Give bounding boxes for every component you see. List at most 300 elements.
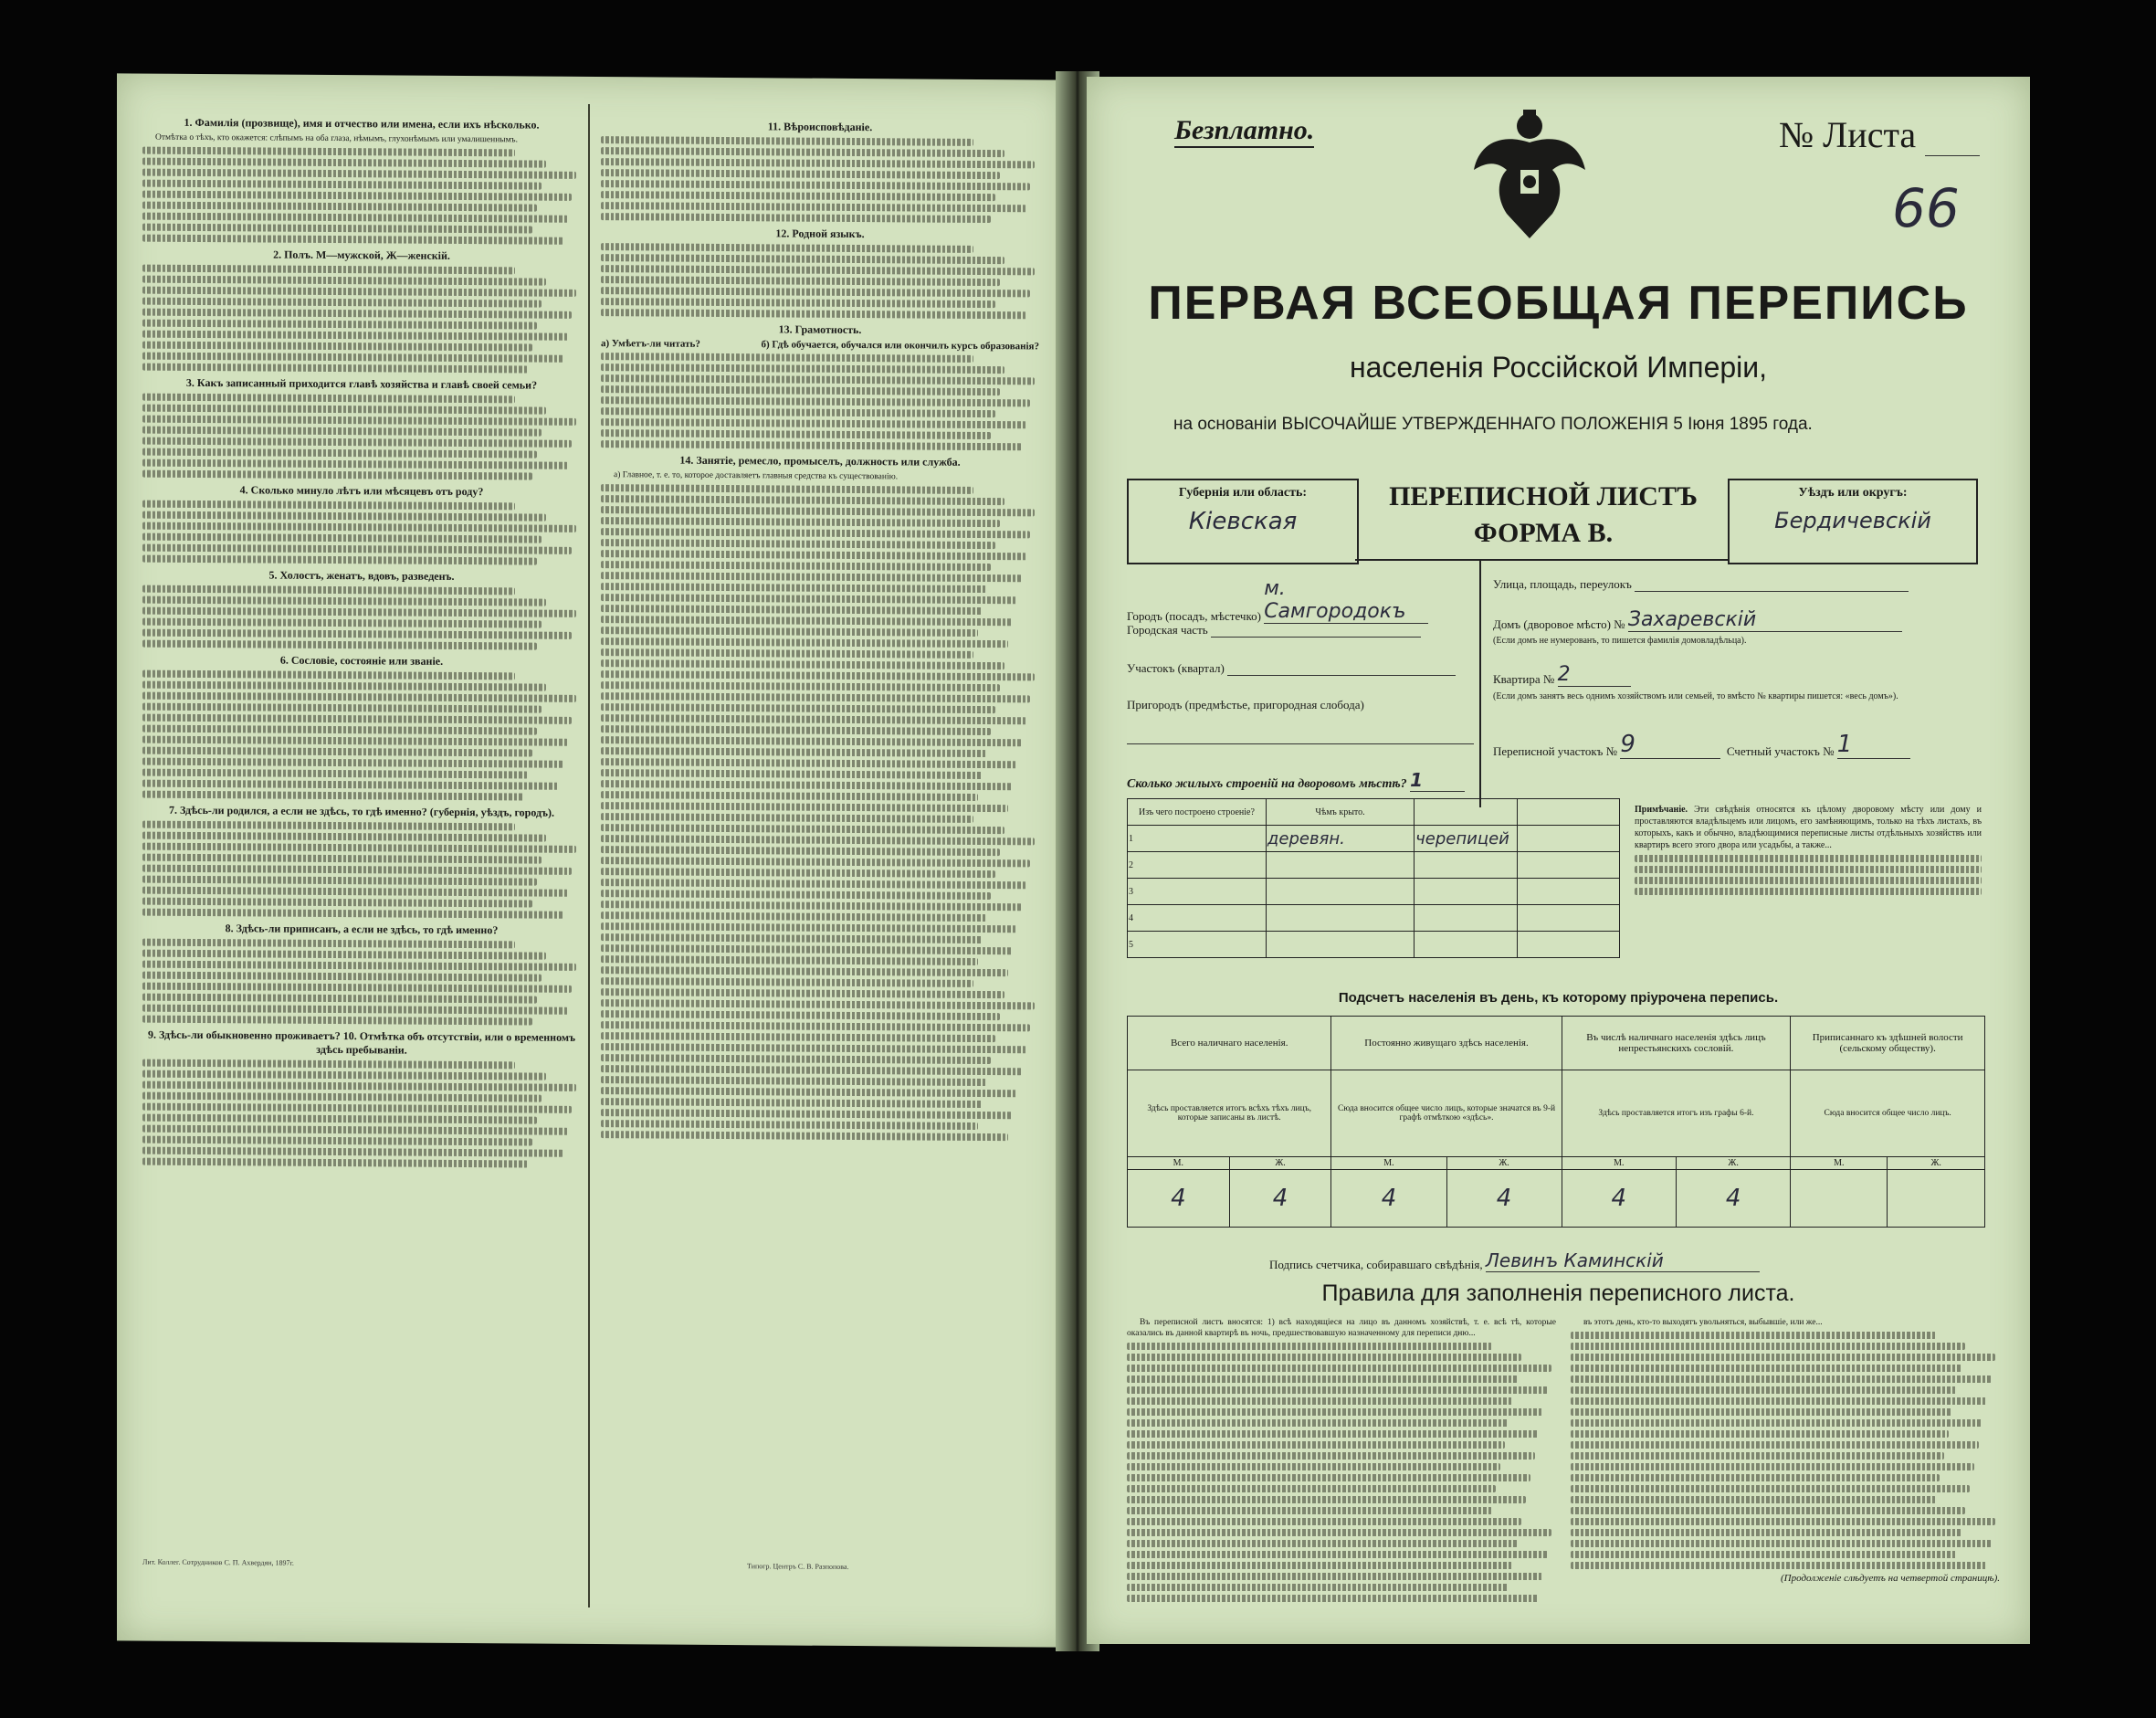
printed-text-line	[1571, 1518, 1995, 1525]
printed-text-line	[1571, 1463, 1974, 1470]
printed-text-line	[1571, 1386, 1957, 1394]
printed-text-line	[601, 791, 978, 801]
printed-text-line	[1127, 1474, 1530, 1481]
printed-text-line	[1571, 1441, 1979, 1449]
printed-text-line	[142, 331, 568, 341]
printed-text-line	[601, 1098, 983, 1108]
printed-text-line	[601, 396, 1030, 406]
printed-text-line	[142, 972, 542, 982]
printed-text-line	[142, 235, 563, 245]
printed-text-line	[142, 585, 515, 596]
male-count: 4	[1331, 1170, 1446, 1228]
rules-column-2: въ этотъ день, кто-то выходятъ увольняться, выбывшіе, или же... (Продолженіе слѣдуетъ на четвертой страницѣ).	[1571, 1317, 2000, 1607]
uezd-value: Бердичевскій	[1774, 508, 1931, 533]
printed-text-line	[601, 1010, 1000, 1020]
printed-text-line	[601, 725, 991, 735]
printed-text-line	[601, 627, 978, 637]
form-title-line1: ПЕРЕПИСНОЙ ЛИСТЪ	[1389, 481, 1698, 511]
precinct-field: Участокъ (квартал)	[1127, 661, 1456, 676]
male-count	[1791, 1170, 1888, 1228]
printed-text-line	[1571, 1365, 1961, 1372]
buildings-cell	[1266, 905, 1414, 932]
section-heading: 7. Здѣсь-ли родился, а если не здѣсь, то гдѣ именно? (губернія, уѣздъ, городъ).	[168, 803, 555, 819]
printed-text-line	[1571, 1496, 1936, 1503]
house-note: (Если домъ не нумерованъ, то пишется фамилія домовладѣльца).	[1493, 636, 1747, 646]
buildings-cell-empty	[1518, 932, 1620, 958]
buildings-cell-empty	[1518, 879, 1620, 905]
printed-text-line	[142, 448, 537, 458]
printed-text-line	[142, 1158, 528, 1168]
printed-text-line	[142, 158, 546, 168]
section-heading: 12. Родной языкъ.	[775, 227, 865, 241]
printed-text-line	[142, 1070, 546, 1080]
literacy-sub-a: а) Умѣетъ-ли читать?	[601, 338, 700, 350]
printed-text-line	[142, 427, 542, 437]
printed-text-line	[1127, 1441, 1505, 1449]
printed-text-line	[601, 616, 1013, 626]
printed-text-line	[1571, 1551, 1957, 1558]
printed-text-line	[142, 887, 568, 897]
printed-text-line	[1127, 1507, 1492, 1514]
buildings-cell: 2	[1128, 852, 1267, 879]
section-heading: 2. Полъ. М—мужской, Ж—женскій.	[273, 248, 450, 262]
printed-text-line	[601, 265, 1035, 275]
buildings-cell	[1266, 879, 1414, 905]
printed-text-line	[601, 298, 995, 308]
printed-text-line	[601, 879, 1026, 889]
printed-text-line	[142, 1147, 563, 1157]
section-heading: 13. Грамотность.	[778, 322, 862, 337]
male-label: М.	[1562, 1157, 1676, 1170]
printed-text-line	[601, 659, 1004, 669]
printed-text-line	[142, 202, 537, 212]
female-count	[1888, 1170, 1985, 1228]
census-precinct-value: 9	[1620, 731, 1720, 759]
printed-text-line	[601, 517, 1000, 527]
count-column-desc: Здѣсь проставляется итогъ всѣхъ тѣхъ лицъ, которые записаны въ листѣ.	[1128, 1070, 1331, 1157]
printed-text-line	[142, 725, 537, 735]
printed-text-line	[601, 922, 1017, 933]
printed-text-line	[601, 309, 1026, 319]
printed-text-line	[601, 1043, 1026, 1053]
printed-text-line	[142, 607, 576, 617]
printed-text-line	[1127, 1430, 1539, 1438]
buildings-note: Примѣчаніе. Эти свѣдѣнія относятся къ цѣлому дворовому мѣсту или дому и проставляются владѣльцемъ или лицомъ, его замѣняющимъ, только на тѣхъ листахъ, въ которыхъ, какъ и обычно, владѣющимися переписные листы отдѣльныхъ хозяйствъ или квартиръ всего этого двора или усадьбы, а также...	[1635, 804, 1982, 899]
printed-text-line	[1127, 1365, 1551, 1372]
buildings-row	[1128, 932, 1620, 958]
printed-text-line	[601, 374, 1035, 385]
printed-text-line	[142, 147, 515, 157]
census-title: ПЕРВАЯ ВСЕОБЩАЯ ПЕРЕПИСЬ	[1148, 277, 1969, 330]
male-count: 4	[1128, 1170, 1230, 1228]
printed-text-line	[142, 950, 546, 960]
printed-text-line	[142, 511, 546, 522]
printed-text-line	[1571, 1485, 1970, 1492]
column-divider	[588, 104, 590, 1607]
printed-text-line	[142, 876, 537, 886]
printed-text-line	[1127, 1463, 1500, 1470]
printed-text-line	[1127, 1540, 1518, 1547]
printed-text-line	[1127, 1343, 1492, 1350]
uezd-label: Уѣздъ или округъ:	[1798, 486, 1908, 500]
gubernia-box	[1127, 479, 1359, 564]
printed-text-line	[601, 169, 1000, 179]
printed-text-line	[142, 191, 572, 201]
printed-text-line	[601, 191, 995, 201]
printed-text-line	[601, 605, 983, 615]
printed-text-line	[142, 640, 537, 650]
printed-text-line	[601, 364, 1004, 374]
apartment-note: (Если домъ занятъ весь однимъ хозяйствомъ или семьей, то вмѣсто № квартиры пишется: «весь домъ»).	[1493, 691, 1898, 701]
printed-text-line	[142, 555, 537, 565]
printed-text-line	[601, 835, 1035, 845]
printed-text-line	[142, 791, 524, 801]
buildings-cell	[1415, 879, 1518, 905]
printed-text-line	[142, 501, 515, 511]
rules-title: Правила для заполненія переписного листа.	[1321, 1281, 1795, 1306]
printed-text-line	[601, 933, 983, 943]
buildings-cell	[1415, 932, 1518, 958]
buildings-row	[1128, 826, 1620, 852]
printed-text-line	[142, 353, 563, 363]
address-divider	[1479, 561, 1481, 807]
printed-text-line	[142, 618, 542, 628]
count-column-head: Всего наличнаго населенія.	[1128, 1017, 1331, 1070]
printed-text-line	[142, 265, 515, 275]
printed-text-line	[1571, 1419, 1982, 1427]
printed-text-line	[142, 898, 532, 908]
printed-text-line	[601, 1076, 986, 1086]
printed-text-line	[601, 202, 1026, 212]
printed-text-line	[142, 629, 572, 639]
printed-text-line	[601, 147, 1004, 157]
printed-text-line	[142, 394, 515, 404]
buildings-cell: 5	[1128, 932, 1267, 958]
printed-text-line	[142, 854, 542, 864]
printed-text-line	[601, 638, 1008, 648]
male-count: 4	[1562, 1170, 1676, 1228]
printed-text-line	[601, 1054, 991, 1064]
printed-text-line	[1571, 1343, 1965, 1350]
printed-text-line	[601, 758, 1017, 768]
printed-text-line	[1127, 1354, 1521, 1361]
section-heading: 11. Вѣроисповѣданіе.	[767, 120, 873, 134]
printed-text-line	[142, 1059, 515, 1070]
printed-text-line	[601, 1065, 1022, 1075]
printed-text-line	[142, 522, 576, 532]
section-heading: 4. Сколько минуло лѣтъ или мѣсяцевъ отъ роду?	[239, 483, 484, 499]
section-heading: 5. Холостъ, женатъ, вдовъ, разведенъ.	[268, 568, 455, 583]
apartment-value: 2	[1558, 663, 1631, 687]
printed-text-line	[142, 780, 559, 790]
printed-text-line	[1571, 1408, 1952, 1416]
section-heading: 9. Здѣсь-ли обыкновенно проживаетъ? 10. Отмѣтка объ отсутствіи, или о временномъ здѣсь пребываніи.	[147, 1028, 576, 1057]
section-text: а) Главное, т. е. то, которое доставляетъ главныя средства къ существованію.	[614, 470, 899, 482]
literacy-sub-b: б) Гдѣ обучается, обучался или окончилъ курсъ образованія?	[761, 339, 1039, 353]
buildings-cell-empty	[1518, 852, 1620, 879]
printed-text-line	[142, 298, 542, 308]
left-page-instructions	[117, 73, 1067, 1647]
printed-text-line	[142, 758, 563, 768]
female-label: Ж.	[1888, 1157, 1985, 1170]
printed-text-line	[1127, 1408, 1543, 1416]
free-label: Безплатно.	[1174, 115, 1314, 148]
census-subtitle: населенія Россійской Имперіи,	[1349, 351, 1768, 384]
rules-continued-note: (Продолженіе слѣдуетъ на четвертой страницѣ).	[1781, 1573, 2000, 1584]
printed-text-line	[601, 780, 1013, 790]
printed-text-line	[601, 254, 1004, 264]
printer-footer-right: Типогр. Центръ С. В. Разпопова.	[747, 1562, 849, 1571]
buildings-cell: 4	[1128, 905, 1267, 932]
printed-text-line	[601, 857, 1030, 867]
printed-text-line	[1127, 1419, 1509, 1427]
gubernia-value: Кіевская	[1188, 508, 1298, 535]
printed-text-line	[601, 136, 973, 146]
printed-text-line	[601, 594, 1017, 604]
printed-text-line	[142, 309, 572, 319]
printed-text-line	[142, 276, 546, 286]
instructions-column-1	[142, 111, 581, 1589]
census-precinct-field: Переписной участокъ № 9 Счетный участокъ № 1	[1493, 731, 1910, 759]
printed-text-line	[601, 484, 973, 494]
right-page-census-form	[1087, 77, 2030, 1644]
form-title-line2: ФОРМА В.	[1473, 518, 1614, 548]
printed-text-line	[601, 912, 986, 922]
printed-text-line	[142, 533, 542, 543]
printed-text-line	[601, 180, 1030, 190]
printed-text-line	[142, 670, 515, 680]
printed-text-line	[1127, 1485, 1496, 1492]
district-field: Городская часть	[1127, 623, 1421, 638]
printed-text-line	[601, 407, 995, 417]
uezd-box	[1728, 479, 1978, 564]
suburb-field: Пригородъ (предмѣстье, пригородная слобода)	[1127, 698, 1364, 711]
printed-text-line	[1127, 1386, 1548, 1394]
printed-text-line	[601, 955, 978, 965]
buildings-question: Сколько жилыхъ строеній на дворовомъ мѣстѣ? 1	[1127, 769, 1465, 792]
count-column-desc: Сюда вносится общее число лицъ, которые значатся въ 9-й графѣ отмѣткою «здѣсь».	[1331, 1070, 1562, 1157]
printed-text-line	[1127, 1551, 1548, 1558]
sheet-number-label: № Листа	[1779, 113, 1980, 156]
count-column-head: Постоянно живущаго здѣсь населенія.	[1331, 1017, 1562, 1070]
printed-text-line	[601, 846, 1000, 856]
printed-text-line	[601, 243, 973, 253]
buildings-cell-empty	[1518, 905, 1620, 932]
buildings-cell	[1415, 852, 1518, 879]
printed-text-line	[142, 909, 563, 919]
printed-text-line	[1571, 1540, 1992, 1547]
printed-text-line	[601, 583, 986, 593]
printed-text-line	[601, 670, 1035, 680]
printed-text-line	[142, 320, 537, 330]
gubernia-label: Губернія или область:	[1178, 486, 1308, 500]
city-value: м. Самгородокъ	[1264, 577, 1428, 624]
printed-text-line	[142, 180, 542, 190]
printed-text-line	[142, 1114, 537, 1124]
printed-text-line	[601, 703, 995, 713]
buildings-header-material: Изъ чего построено строеніе?	[1128, 799, 1267, 826]
printed-text-line	[1571, 1452, 1944, 1460]
open-census-booklet	[117, 77, 2030, 1644]
printed-text-line	[142, 714, 572, 724]
printed-text-line	[142, 1081, 576, 1091]
printed-text-line	[142, 224, 532, 234]
printed-text-line	[601, 1021, 1030, 1031]
printed-text-line	[142, 865, 572, 875]
printed-text-line	[142, 769, 528, 779]
female-count: 4	[1446, 1170, 1562, 1228]
printed-text-line	[1571, 1430, 1949, 1438]
count-column-head: Въ числѣ наличнаго населенія здѣсь лицъ непрестьянскихъ сословій.	[1562, 1017, 1791, 1070]
instructions-column-2	[601, 113, 1039, 1592]
printed-text-line	[142, 470, 532, 480]
printed-text-line	[142, 692, 576, 702]
printed-text-line	[601, 692, 1030, 702]
signature-value: Левинъ Каминскій	[1486, 1249, 1760, 1272]
buildings-cell	[1415, 905, 1518, 932]
legal-basis-line: на основаніи ВЫСОЧАЙШЕ УТВЕРЖДЕННАГО ПОЛОЖЕНІЯ 5 Іюня 1895 года.	[1173, 415, 1813, 434]
male-label: М.	[1791, 1157, 1888, 1170]
printed-text-line	[142, 1103, 572, 1113]
male-label: М.	[1128, 1157, 1230, 1170]
house-field: Домъ (дворовое мѣсто) № Захаревскій	[1493, 608, 1902, 632]
section-text: Отмѣтка о тѣхъ, кто окажется: слѣпымъ на оба глаза, нѣмымъ, глухонѣмымъ или умалишеннымъ.	[155, 132, 518, 145]
printed-text-line	[601, 572, 1022, 582]
buildings-cell-empty	[1518, 826, 1620, 852]
printed-text-line	[601, 506, 1035, 516]
printed-text-line	[1571, 1529, 1961, 1536]
header-rule	[1355, 559, 1728, 561]
printed-text-line	[142, 681, 546, 691]
printed-text-line	[1127, 1496, 1526, 1503]
printed-text-line	[142, 1005, 568, 1015]
buildings-cell: 3	[1128, 879, 1267, 905]
buildings-cell: черепицей	[1415, 826, 1518, 852]
printed-text-line	[601, 418, 1026, 428]
buildings-cell: деревян.	[1266, 826, 1414, 852]
buildings-table	[1127, 798, 1620, 958]
buildings-row	[1128, 852, 1620, 879]
rules-column-1: Въ переписной листъ вносятся: 1) всѣ находящіеся на лицо въ данномъ хозяйствѣ, т. е. всѣ тѣ, которые оказались въ данной квартирѣ въ ночь, предшествовавшую назначенному для переписи дню...	[1127, 1317, 1556, 1607]
printed-text-line	[601, 1131, 1008, 1141]
printed-text-line	[601, 966, 1008, 976]
printed-text-line	[601, 528, 1030, 538]
printed-text-line	[1127, 1595, 1539, 1602]
printed-text-line	[1127, 1452, 1535, 1460]
printed-text-line	[601, 550, 1026, 560]
suburb-line	[1127, 743, 1474, 744]
printed-text-line	[601, 769, 983, 779]
printed-text-line	[142, 961, 576, 971]
section-heading: 8. Здѣсь-ли приписанъ, а если не здѣсь, то гдѣ именно?	[225, 922, 499, 937]
printed-text-line	[142, 342, 532, 352]
printed-text-line	[142, 843, 576, 853]
buildings-cell	[1266, 932, 1414, 958]
printed-text-line	[142, 736, 568, 746]
printed-text-line	[1571, 1354, 1995, 1361]
apartment-field: Квартира № 2	[1493, 663, 1631, 687]
printed-text-line	[601, 714, 1026, 724]
printed-text-line	[601, 802, 1008, 812]
printed-text-line	[1571, 1562, 1987, 1569]
printed-text-line	[142, 821, 515, 831]
printed-text-line	[601, 1032, 995, 1042]
printed-text-line	[601, 287, 1030, 297]
printed-text-line	[142, 747, 532, 757]
house-value: Захаревскій	[1628, 608, 1902, 632]
section-heading: 14. Занятіе, ремесло, промыселъ, должность или служба.	[679, 453, 961, 469]
street-field: Улица, площадь, переулокъ	[1493, 577, 1909, 592]
count-title: Подсчетъ населенія въ день, къ которому пріурочена перепись.	[1338, 990, 1779, 1006]
printed-text-line	[142, 364, 528, 374]
printed-text-line	[601, 1109, 1013, 1119]
count-column-head: Приписаннаго къ здѣшней волости (сельскому обществу).	[1791, 1017, 1985, 1070]
printed-text-line	[601, 429, 991, 439]
printed-text-line	[142, 1016, 532, 1026]
counter-precinct-value: 1	[1837, 731, 1910, 759]
female-label: Ж.	[1676, 1157, 1790, 1170]
printed-text-line	[601, 681, 1000, 691]
printed-text-line	[601, 868, 995, 878]
printed-text-line	[142, 544, 572, 554]
printed-text-line	[1127, 1518, 1521, 1525]
printed-text-line	[142, 437, 572, 448]
male-label: М.	[1331, 1157, 1446, 1170]
printed-text-line	[601, 813, 973, 823]
printed-text-line	[601, 440, 1022, 450]
printed-text-line	[601, 944, 1013, 954]
printed-text-line	[601, 213, 991, 223]
section-heading: 3. Какъ записанный приходится главѣ хозяйства и главѣ своей семьи?	[185, 375, 538, 392]
printed-text-line	[1571, 1474, 1940, 1481]
city-field: Городъ (посадъ, мѣстечко) м. Самгородокъ	[1127, 577, 1428, 624]
printed-text-line	[1127, 1562, 1513, 1569]
printed-text-line	[1127, 1529, 1551, 1536]
printed-text-line	[1571, 1375, 1992, 1383]
printer-footer-left: Лит. Коллег. Сотрудников С. П. Ахвердян, 1897г.	[142, 1557, 294, 1567]
female-label: Ж.	[1229, 1157, 1331, 1170]
printed-text-line	[601, 495, 1004, 505]
section-heading: 1. Фамилія (прозвище), имя и отчество или имена, если ихъ нѣсколько.	[184, 115, 540, 132]
female-count: 4	[1676, 1170, 1790, 1228]
form-title	[1379, 479, 1708, 552]
literacy-subheadings	[601, 338, 1039, 352]
printed-text-line	[601, 648, 973, 659]
printed-text-line	[142, 596, 546, 606]
printed-text-line	[601, 1087, 1017, 1097]
printed-text-line	[142, 703, 542, 713]
printed-text-line	[142, 1136, 532, 1146]
printed-text-line	[601, 890, 991, 900]
printed-text-line	[142, 459, 568, 469]
printed-text-line	[142, 287, 576, 297]
printed-text-line	[601, 901, 1022, 911]
printed-text-line	[1571, 1507, 1965, 1514]
printed-text-line	[142, 416, 576, 426]
count-column-desc: Здѣсь проставляется итогъ изъ графы 6-й.	[1562, 1070, 1791, 1157]
buildings-cell	[1266, 852, 1414, 879]
printed-text-line	[142, 939, 515, 949]
printed-text-line	[142, 994, 537, 1004]
printed-text-line	[601, 747, 986, 757]
printed-text-line	[601, 977, 973, 987]
printed-text-line	[142, 169, 576, 179]
printed-text-line	[601, 1120, 978, 1130]
imperial-eagle-emblem	[1470, 106, 1589, 243]
printed-text-line	[1571, 1397, 1987, 1405]
buildings-header-roof: Чѣмъ крыто.	[1266, 799, 1414, 826]
printed-text-line	[601, 736, 1022, 746]
